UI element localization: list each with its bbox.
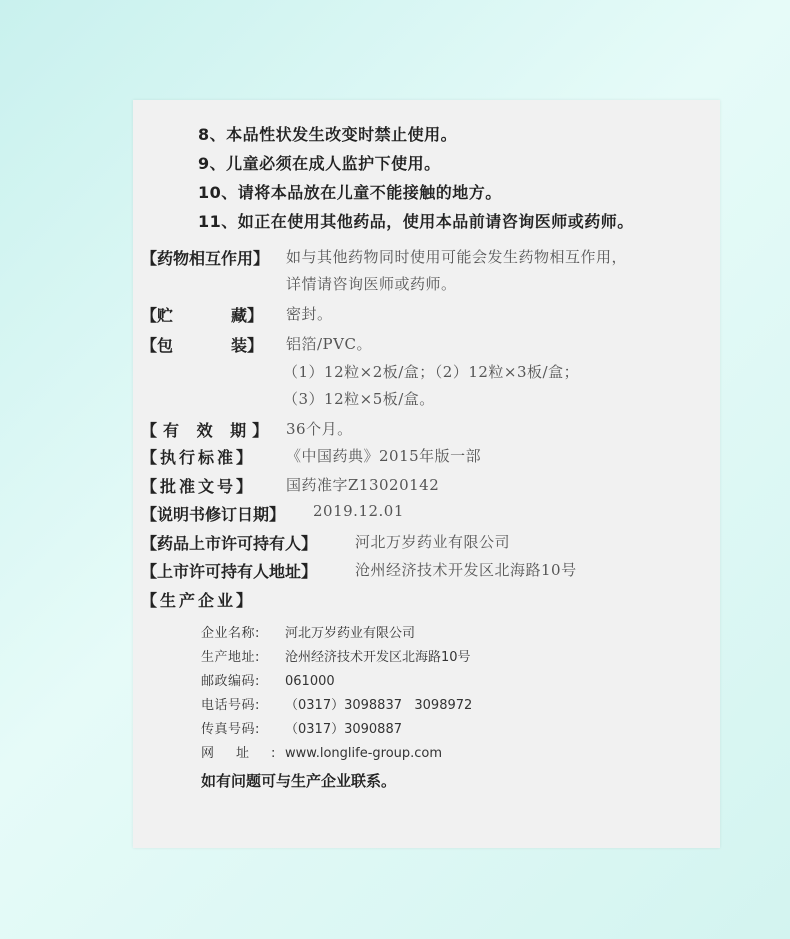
maker-value: 沧州经济技术开发区北海路10号 xyxy=(285,650,471,665)
interaction-text: 如与其他药物同时使用可能会发生药物相互作用， xyxy=(286,248,628,266)
maker-key: 传真号码: xyxy=(201,722,260,737)
maker-key: 生产地址: xyxy=(201,650,260,665)
maker-row xyxy=(201,670,335,689)
maker-row xyxy=(201,694,472,713)
maker-row xyxy=(201,622,415,641)
package-label-close: 装】 xyxy=(230,336,263,355)
maker-value: （0317）3090887 xyxy=(285,722,402,737)
manufacturer-label: 【生产企业】 xyxy=(141,591,256,610)
maker-row xyxy=(201,742,442,761)
maker-value: 河北万岁药业有限公司 xyxy=(285,626,416,641)
maker-key: 网址: xyxy=(201,746,298,761)
approval-value: 国药准字Z13020142 xyxy=(286,476,440,494)
maker-key: 电话号码: xyxy=(201,698,260,713)
storage-value: 密封。 xyxy=(286,305,333,323)
warning-item: 10、请将本品放在儿童不能接触的地方。 xyxy=(198,183,502,202)
maker-value: 061000 xyxy=(285,674,335,689)
storage-label-close: 藏】 xyxy=(230,306,263,325)
standard-value: 《中国药典》2015年版一部 xyxy=(286,447,482,465)
maker-key: 邮政编码: xyxy=(201,674,260,689)
holder-value: 河北万岁药业有限公司 xyxy=(355,533,511,551)
storage-label xyxy=(141,303,263,326)
package-label-open: 【包 xyxy=(141,336,174,355)
warning-item: 11、如正在使用其他药品，使用本品前请咨询医师或药师。 xyxy=(198,212,634,231)
warning-item: 9、儿童必须在成人监护下使用。 xyxy=(198,154,441,173)
contact-note: 如有问题可与生产企业联系。 xyxy=(201,772,397,790)
package-text: （1）12粒×2板/盒；（2）12粒×3板/盒； xyxy=(283,363,580,381)
instruction-sheet xyxy=(133,100,720,848)
maker-row xyxy=(201,646,471,665)
package-text: 铝箔/PVC。 xyxy=(286,335,372,353)
storage-label-open: 【贮 xyxy=(141,306,174,325)
validity-label: 【有 效 期】 xyxy=(141,421,275,440)
validity-value: 36个月。 xyxy=(286,420,353,438)
interaction-label: 【药物相互作用】 xyxy=(141,249,270,268)
revision-label: 【说明书修订日期】 xyxy=(141,505,286,524)
package-label xyxy=(141,333,263,356)
package-text: （3）12粒×5板/盒。 xyxy=(283,390,435,408)
warning-item: 8、本品性状发生改变时禁止使用。 xyxy=(198,125,458,144)
maker-row xyxy=(201,718,402,737)
maker-key: 企业名称: xyxy=(201,626,260,641)
revision-value: 2019.12.01 xyxy=(313,502,404,520)
holder-address-value: 沧州经济技术开发区北海路10号 xyxy=(355,561,577,579)
holder-label: 【药品上市许可持有人】 xyxy=(141,534,318,553)
interaction-text: 详情请咨询医师或药师。 xyxy=(286,275,457,293)
maker-value: （0317）3098837 3098972 xyxy=(285,698,473,713)
maker-value: www.longlife-group.com xyxy=(285,746,443,761)
approval-label: 【批准文号】 xyxy=(141,477,256,496)
standard-label: 【执行标准】 xyxy=(141,448,256,467)
holder-address-label: 【上市许可持有人地址】 xyxy=(141,562,318,581)
